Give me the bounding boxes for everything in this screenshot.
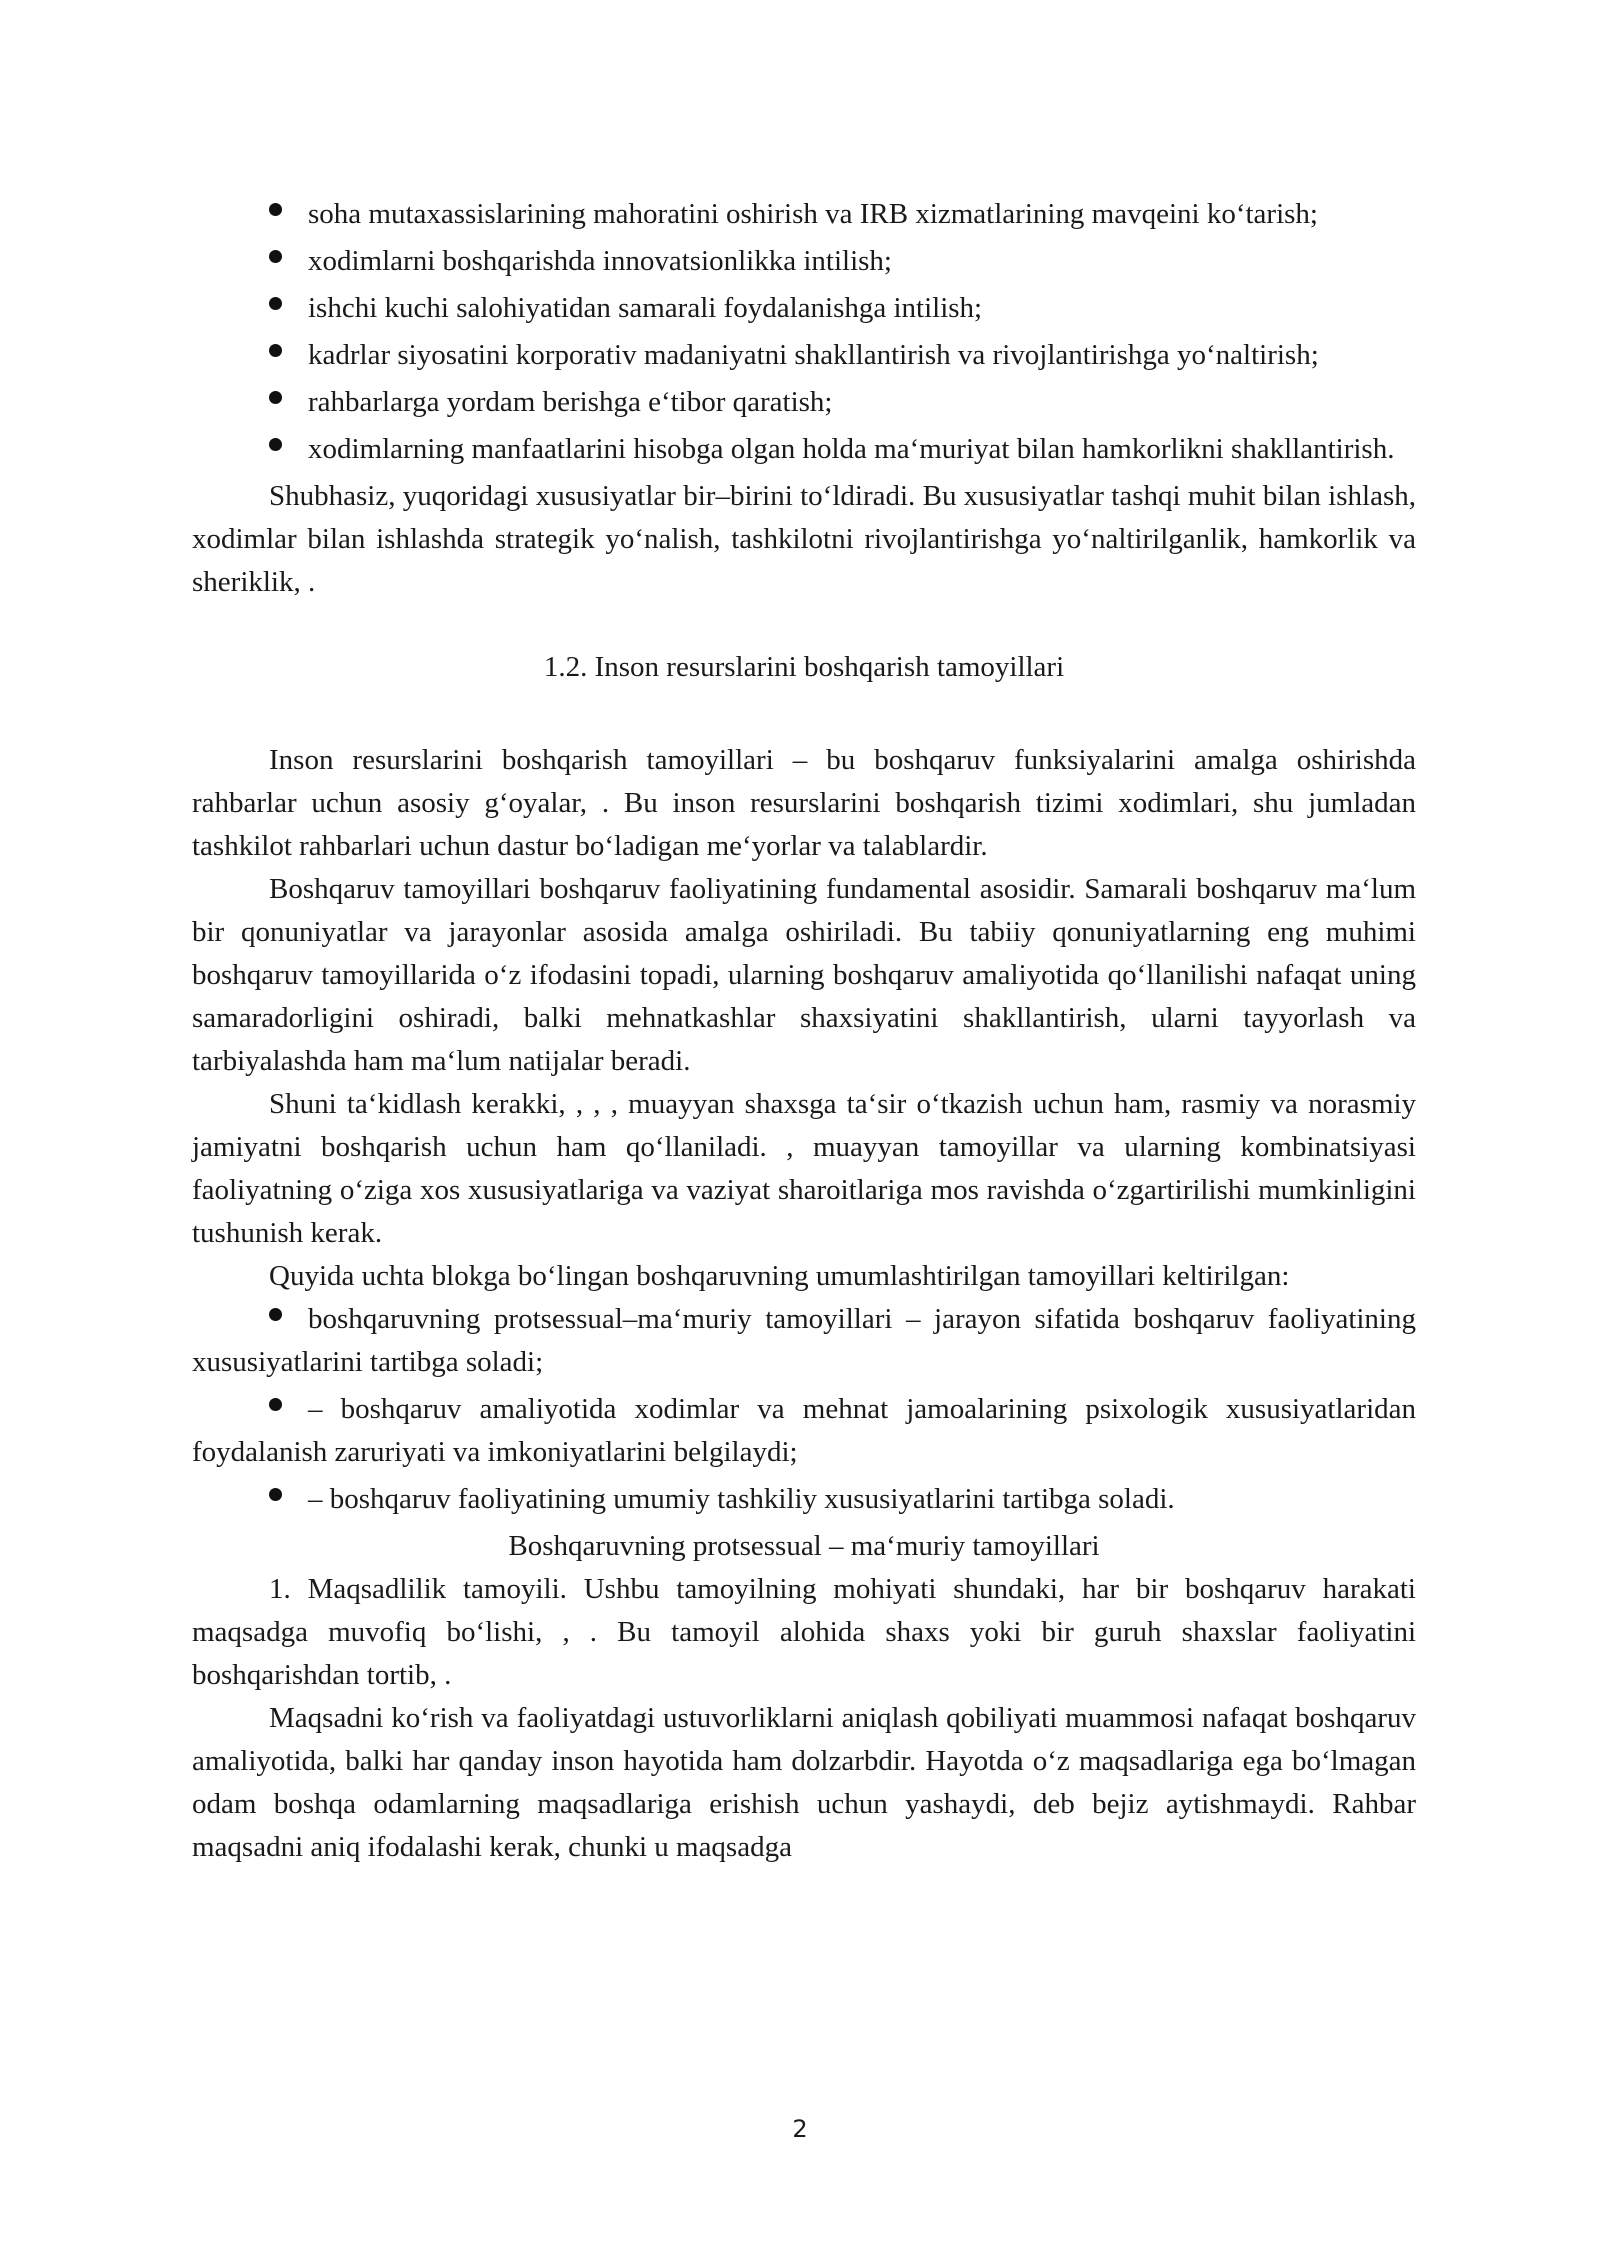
paragraph: Maqsadni ko‘rish va faoliyatdagi ustuvorliklarni aniqlash qobiliyati muammosi nafaqat boshqaruv amaliyotida, balki har qanday inson hayotida ham dolzarbdir. Hayotda o‘z maqsadlariga ega bo‘lmagan odam boshqa odamlarning maqsadlariga erishish uchun yashaydi, deb bejiz aytishmaydi. Rahbar maqsadni aniq ifodalashi kerak, chunki u maqsadga: [192, 1702, 1416, 1863]
list-item: – boshqaruv amaliyotida xodimlar va mehnat jamoalarining psixologik xususiyatlaridan foydalanish zaruriyati va imkoniyatlarini belgilaydi;: [192, 1388, 1416, 1474]
paragraph: 1. Maqsadlilik tamoyili. Ushbu tamoyilning mohiyati shundaki, har bir boshqaruv harakati maqsadga muvofiq bo‘lishi, , . Bu tamoyil alohida shaxs yoki bir guruh shaxslar faoliyatini boshqarishdan tortib, .: [192, 1573, 1416, 1691]
list-item: xodimlarni boshqarishda innovatsionlikka intilish;: [192, 240, 1416, 283]
paragraph: Shuni ta‘kidlash kerakki, , , , muayyan shaxsga ta‘sir o‘tkazish uchun ham, rasmiy va norasmiy jamiyatni boshqarish uchun ham qo‘llaniladi. , muayyan tamoyillar va ularning kombinatsiyasi faoliyatning o‘ziga xos xususiyatlariga va vaziyat sharoitlariga mos ravishda o‘zgartirilishi mumkinligini tushunish kerak.: [192, 1088, 1416, 1249]
paragraph: Quyida uchta blokga bo‘lingan boshqaruvning umumlashtirilgan tamoyillari keltirilgan:: [269, 1260, 1290, 1292]
list-item: ishchi kuchi salohiyatidan samarali foydalanishga intilish;: [192, 287, 1416, 330]
sub-heading: Boshqaruvning protsessual – ma‘muriy tamoyillari: [508, 1530, 1100, 1562]
list-item: kadrlar siyosatini korporativ madaniyatni shakllantirish va rivojlantirishga yo‘naltirish;: [192, 334, 1416, 377]
paragraph: Boshqaruv tamoyillari boshqaruv faoliyatining fundamental asosidir. Samarali boshqaruv ma‘lum bir qonuniyatlar va jarayonlar asosida amalga oshiriladi. Bu tabiiy qonuniyatlarning eng muhimi boshqaruv tamoyillarida o‘z ifodasini topadi, ularning boshqaruv amaliyotida qo‘llanilishi nafaqat uning samaradorligini oshiradi, balki mehnatkashlar shaxsiyatini shakllantirish, ularni tayyorlash va tarbiyalashda ham ma‘lum natijalar beradi.: [192, 873, 1416, 1077]
list-item: rahbarlarga yordam berishga e‘tibor qaratish;: [192, 381, 1416, 424]
list-item: xodimlarning manfaatlarini hisobga olgan holda ma‘muriyat bilan hamkorlikni shakllantirish.: [192, 428, 1416, 471]
paragraph: Shubhasiz, yuqoridagi xususiyatlar bir–birini to‘ldiradi. Bu xususiyatlar tashqi muhit bilan ishlash, xodimlar bilan ishlashda strategik yo‘nalish, tashkilotni rivojlantirishga yo‘naltirilganlik, hamkorlik va sheriklik, .: [192, 480, 1416, 598]
bullet-list-top: [192, 193, 1416, 471]
page-number: 2: [792, 2115, 808, 2143]
list-item: soha mutaxassislarining mahoratini oshirish va IRB xizmatlarining mavqeini ko‘tarish;: [192, 193, 1416, 236]
section-heading: 1.2. Inson resurslarini boshqarish tamoyillari: [543, 651, 1065, 683]
page-content: [192, 193, 1416, 1869]
list-item: boshqaruvning protsessual–ma‘muriy tamoyillari – jarayon sifatida boshqaruv faoliyatining xususiyatlarini tartibga soladi;: [192, 1298, 1416, 1384]
list-item: – boshqaruv faoliyatining umumiy tashkiliy xususiyatlarini tartibga soladi.: [192, 1478, 1416, 1521]
bullet-list-bottom: [192, 1298, 1416, 1521]
paragraph: Inson resurslarini boshqarish tamoyillari – bu boshqaruv funksiyalarini amalga oshirishda rahbarlar uchun asosiy g‘oyalar, . Bu inson resurslarini boshqarish tizimi xodimlari, shu jumladan tashkilot rahbarlari uchun dastur bo‘ladigan me‘yorlar va talablardir.: [192, 744, 1416, 862]
